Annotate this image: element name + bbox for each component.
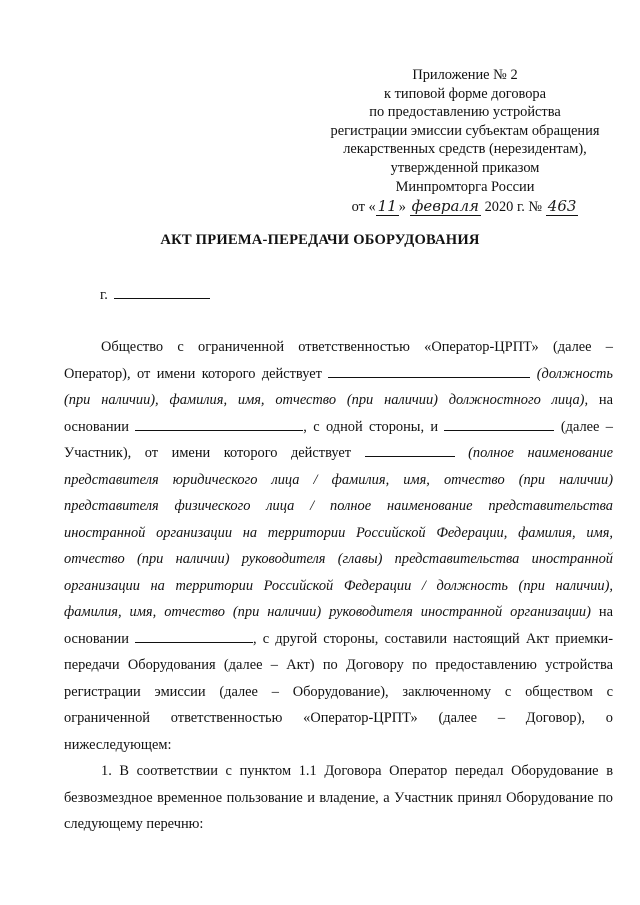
p1-text-g: на основании [64,604,613,647]
appendix-line-7: Минпромторга России [395,178,535,195]
signatory-blank [328,363,530,378]
city-label: г. [100,287,108,303]
p1-text-a: Общество с ограниченной ответственностью «Оператор-ЦРПТ» (далее – Оператор), от имени которого действует [64,339,613,382]
decree-number: 463 [547,197,577,216]
document-title: АКТ ПРИЕМА-ПЕРЕДАЧИ ОБОРУДОВАНИЯ [160,232,480,248]
basis-blank-2 [135,628,253,643]
decree-year: 2020 г. № [484,199,543,216]
appendix-line-6: утвержденной приказом [390,159,540,176]
p1-text-d: , с одной стороны, и [303,418,439,435]
basis-blank [135,416,303,431]
decree-mid: » [398,199,406,216]
p1-italic-f: (полное наименование представителя юридического лица / фамилия, имя, отчество (при наличии) представителя физического лица / полное наименование представительства иностранной организации на территории Российской Федерации, фамилия, имя, отчество (при наличии) руководителя (главы) представительства иностранной организации на территории Российской Федерации / должность (при наличии), фамилия, имя, отчество (при наличии) руководителя иностранной организации) [64,445,613,620]
representative-blank [365,442,455,457]
document-body [64,334,613,838]
decree-day: 11 [377,197,397,216]
p1-text-c: на основании [64,392,613,435]
city-blank [114,286,210,299]
city-line [100,286,210,304]
paragraph-parties [64,334,613,758]
appendix-line-1: Приложение № 2 [412,67,518,83]
appendix-line-4: регистрации эмиссии субъектам обращения [330,122,600,139]
p1-italic-b: (должность (при наличии), фамилия, имя, отчество (при наличии) должностного лица), [64,365,613,408]
appendix-line-5: лекарственных средств (нерезидентам), [343,141,587,158]
appendix-line-3: по предоставлению устройства [369,104,561,121]
p1-text-e: (далее – Участник), от имени которого действует [64,418,613,461]
appendix-line-2: к типовой форме договора [384,85,546,102]
paragraph-item-1: 1. В соответствии с пунктом 1.1 Договора Оператор передал Оборудование в безвозмездное временное пользование и владение, а Участник принял Оборудование по следующему перечню: [64,763,613,832]
decree-month: февраля [411,197,479,216]
decree-prefix: от « [351,199,376,216]
p1-text-h: , с другой стороны, составили настоящий Акт приемки-передачи Оборудования (далее – Акт) по Договору по предоставлению устройства регистрации эмиссии (далее – Оборудование), заключенному с обществом с ограниченной ответственностью «Оператор-ЦРПТ» (далее – Договор), о нижеследующем: [64,630,613,753]
appendix-header [300,66,630,217]
decree-line [300,197,630,217]
participant-blank [444,416,554,431]
